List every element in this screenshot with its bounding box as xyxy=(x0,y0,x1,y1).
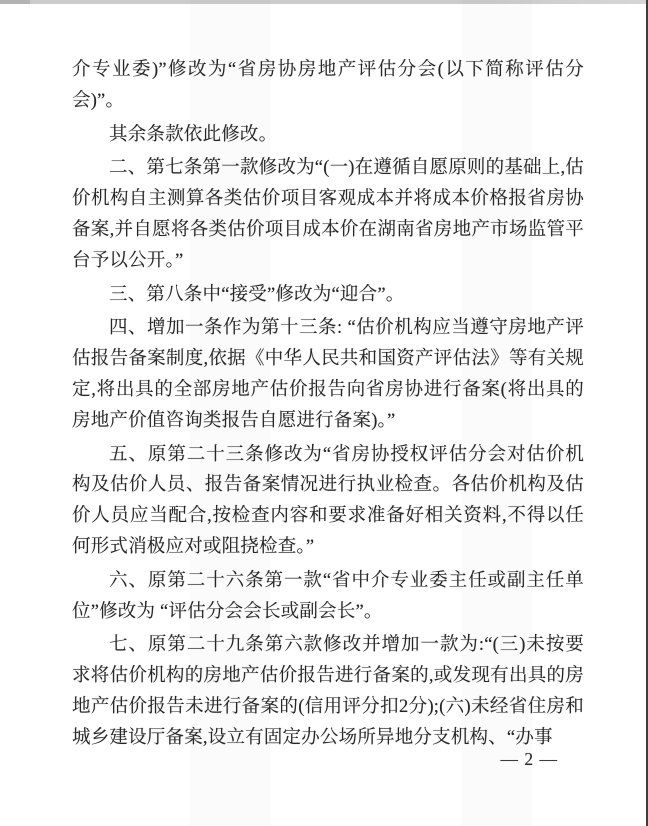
paragraph: 四、增加一条作为第十三条: “估价机构应当遵守房地产评估报告备案制度,依据《中华人民共和国资产评估法》等有关规定,将出具的全部房地产估价报告向省房协进行备案(将出具的房地产价值咨询类报告自愿进行备案)。” xyxy=(72,318,584,431)
page-number: — 2 — xyxy=(500,749,558,769)
scan-edge-top xyxy=(0,0,648,4)
paragraph: 其余条款依此修改。 xyxy=(109,124,278,145)
document-text-block xyxy=(72,55,584,754)
paragraph: 介专业委)”修改为“省房协房地产评估分会(以下简称评估分会)”。 xyxy=(72,60,584,111)
paragraph: 七、原第二十九条第六款修改并增加一款为:“(三)未按要求将估价机构的房地产估价报告进行备案的,或发现有出具的房地产估价报告未进行备案的(信用评分扣2分);(六)未经省住房和城乡建设厅备案,设立有固定办公场所异地分支机构、“办事 xyxy=(72,635,584,748)
paragraph: 二、第七条第一款修改为“(一)在遵循自愿原则的基础上,估价机构自主测算各类估价项目客观成本并将成本价格报省房协备案,并自愿将各类估价项目成本价在湖南省房地产市场监管平台予以公开。” xyxy=(72,158,584,271)
paragraph: 三、第八条中“接受”修改为“迎合”。 xyxy=(109,284,405,305)
paragraph: 六、原第二十六条第一款“省中介专业委主任或副主任单位”修改为 “评估分会会长或副会长”。 xyxy=(72,570,584,622)
paragraph: 五、原第二十三条修改为“省房协授权评估分会对估价机构及估价人员、报告备案情况进行执业检查。各估价机构及估价人员应当配合,按检查内容和要求准备好相关资料,不得以任何形式消极应对或阻挠检查。” xyxy=(72,444,584,557)
